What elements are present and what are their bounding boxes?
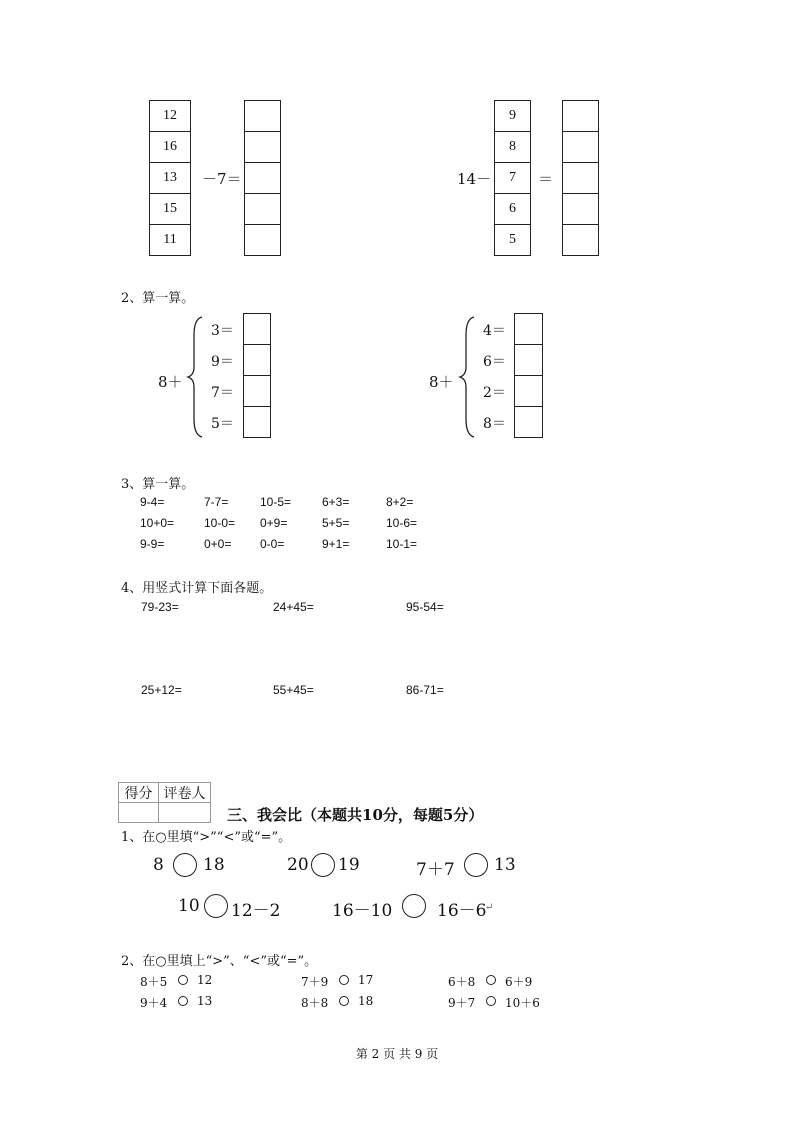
left-brace-icon: [458, 315, 478, 439]
calc-item: 25+12=: [141, 683, 182, 697]
column-cell: 13: [149, 162, 191, 194]
column-cell: 12: [149, 100, 191, 132]
compare-right: 13: [494, 855, 516, 875]
column-cell: 9: [494, 100, 531, 132]
compare-left: 9＋7: [448, 996, 476, 1010]
calc-item: 5+5=: [322, 516, 350, 530]
answer-box[interactable]: [562, 162, 599, 194]
calc-item: 9-4=: [140, 495, 165, 509]
prefix-text: 14－: [457, 170, 492, 188]
return-mark: ↵: [485, 902, 494, 913]
prefix-text: 8＋: [429, 373, 454, 391]
reviewer-label: 评卷人: [158, 782, 211, 803]
compare-right: 12: [197, 973, 213, 987]
left-brace-icon: [186, 315, 206, 439]
compare-circle[interactable]: [311, 853, 335, 877]
column-cell: 15: [149, 193, 191, 225]
compare-circle[interactable]: [486, 975, 496, 985]
answer-box[interactable]: [244, 193, 281, 225]
expr-text: 7＝: [211, 385, 234, 401]
q1-instruction: 1、在○里填“>”“<”或“=”。: [121, 830, 292, 845]
compare-left: 16－10: [332, 901, 393, 921]
compare-circle[interactable]: [402, 894, 426, 918]
compare-right: 18: [358, 994, 374, 1008]
calc-item: 55+45=: [273, 683, 314, 697]
section4-title: 4、用竖式计算下面各题。: [121, 581, 273, 596]
answer-box[interactable]: [514, 406, 543, 438]
compare-right: 17: [358, 973, 374, 987]
calc-item: 9-9=: [140, 537, 165, 551]
compare-circle[interactable]: [204, 894, 228, 918]
compare-circle[interactable]: [178, 996, 188, 1006]
calc-item: 10-1=: [386, 537, 418, 551]
answer-box[interactable]: [514, 344, 543, 376]
compare-right: 19: [338, 855, 360, 875]
calc-item: 0+9=: [260, 516, 288, 530]
score-label: 得分: [118, 782, 159, 803]
compare-left: 8: [153, 855, 164, 875]
column-cell: 6: [494, 193, 531, 225]
compare-left: 6＋8: [448, 975, 476, 989]
compare-left: 7＋9: [301, 975, 329, 989]
calc-item: 6+3=: [322, 495, 350, 509]
expr-text: 2＝: [483, 385, 506, 401]
compare-right: 12－2: [231, 901, 281, 921]
calc-item: 7-7=: [204, 495, 229, 509]
calc-item: 0+0=: [204, 537, 232, 551]
part3-title: 三、我会比（本题共10分，每题5分）: [227, 806, 484, 824]
answer-box[interactable]: [243, 406, 271, 438]
compare-left: 20: [287, 855, 309, 875]
answer-box[interactable]: [562, 224, 599, 256]
column-cell: 8: [494, 131, 531, 163]
compare-left: 8＋5: [140, 975, 168, 989]
compare-left: 7＋7: [416, 860, 455, 880]
answer-box[interactable]: [244, 162, 281, 194]
compare-right: 18: [203, 855, 225, 875]
score-input[interactable]: [118, 802, 159, 823]
expr-text: 3＝: [211, 323, 234, 339]
answer-box[interactable]: [562, 131, 599, 163]
compare-right: 10＋6: [505, 996, 540, 1010]
expr-text: 9＝: [211, 354, 234, 370]
expr-text: 8＝: [483, 416, 506, 432]
column-cell: 16: [149, 131, 191, 163]
compare-left: 8＋8: [301, 996, 329, 1010]
section2-title: 2、算一算。: [121, 291, 195, 306]
column-cell: 5: [494, 224, 531, 256]
reviewer-input[interactable]: [158, 802, 211, 823]
answer-box[interactable]: [243, 313, 271, 345]
calc-item: 8+2=: [386, 495, 414, 509]
calc-item: 24+45=: [273, 600, 314, 614]
compare-right: 13: [197, 994, 213, 1008]
operator-text: －7＝: [202, 170, 242, 188]
expr-text: 6＝: [483, 354, 506, 370]
calc-item: 10-0=: [204, 516, 236, 530]
compare-circle[interactable]: [178, 975, 188, 985]
prefix-text: 8＋: [158, 373, 183, 391]
calc-item: 86-71=: [406, 683, 444, 697]
compare-circle[interactable]: [173, 853, 197, 877]
expr-text: 4＝: [483, 323, 506, 339]
page-footer: 第 2 页 共 9 页: [355, 1047, 439, 1061]
compare-circle[interactable]: [486, 996, 496, 1006]
calc-item: 10+0=: [140, 516, 175, 530]
calc-item: 9+1=: [322, 537, 350, 551]
expr-text: 5＝: [211, 416, 234, 432]
answer-box[interactable]: [514, 375, 543, 407]
column-cell: 7: [494, 162, 531, 194]
answer-box[interactable]: [244, 131, 281, 163]
column-cell: 11: [149, 224, 191, 256]
calc-item: 10-6=: [386, 516, 418, 530]
calc-item: 10-5=: [260, 495, 292, 509]
compare-right: 16－6: [437, 901, 487, 921]
q2-instruction: 2、在○里填上“>”、“<”或“=”。: [121, 954, 318, 969]
answer-box[interactable]: [562, 100, 599, 132]
answer-box[interactable]: [562, 193, 599, 225]
compare-right: 6＋9: [505, 975, 533, 989]
compare-circle[interactable]: [339, 996, 349, 1006]
answer-box[interactable]: [244, 224, 281, 256]
answer-box[interactable]: [244, 100, 281, 132]
compare-circle[interactable]: [339, 975, 349, 985]
calc-item: 0-0=: [260, 537, 285, 551]
section3-title: 3、算一算。: [121, 477, 195, 492]
compare-circle[interactable]: [464, 853, 488, 877]
calc-item: 79-23=: [141, 600, 179, 614]
answer-box[interactable]: [243, 344, 271, 376]
answer-box[interactable]: [514, 313, 543, 345]
equals-text: ＝: [538, 170, 554, 188]
calc-item: 95-54=: [406, 600, 444, 614]
answer-box[interactable]: [243, 375, 271, 407]
compare-left: 10: [178, 896, 200, 916]
compare-left: 9＋4: [140, 996, 168, 1010]
